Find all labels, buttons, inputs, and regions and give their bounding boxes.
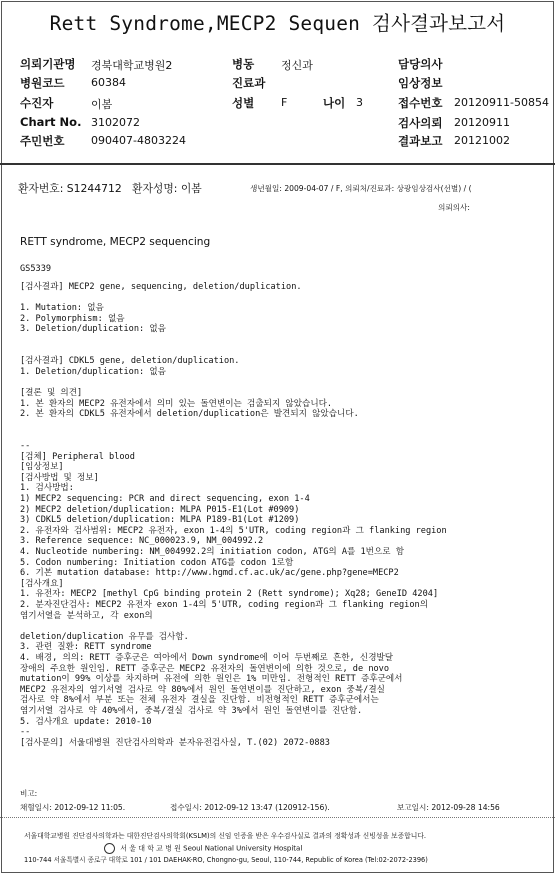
sex-label: 성별 <box>232 96 255 110</box>
report-body-line: 3) CDKL5 deletion/duplication: MLPA P189-B1(Lot #1209) <box>20 515 300 526</box>
note-label: 비고: <box>20 789 38 798</box>
patient-no-label: 환자번호: <box>18 182 64 195</box>
clinical-info-label: 임상정보 <box>398 76 443 90</box>
report-body-line: -- <box>20 441 31 451</box>
resident-id-value: 090407-4803224 <box>91 134 186 147</box>
report-body-line: 1. 본 환자의 MECP2 유전자에서 의미 있는 돌연변이는 검출되지 않았습니다. <box>20 398 333 409</box>
report-body-line: 1. Mutation: 없음 <box>20 303 104 314</box>
header-divider <box>0 163 555 165</box>
report-body-line: [검체] Peripheral blood <box>20 451 135 462</box>
patient-no-value: S1244712 <box>66 182 122 195</box>
report-body-line: [검사결과] MECP2 gene, sequencing, deletion/duplication. <box>20 282 302 292</box>
doctor-label: 담당의사 <box>398 57 443 71</box>
report-body-line: 3. 관련 질환: RETT syndrome <box>20 642 152 653</box>
hospital-logo-icon <box>104 843 115 854</box>
report-body-line: 1. 검사방법: <box>20 483 74 494</box>
report-body-line: 2. 분자진단검사: MECP2 유전자 exon 1-4의 5'UTR, coding region과 그 flanking region의 <box>20 600 429 610</box>
report-body-line: 5. Codon numbering: Initiation codon ATG를 codon 1로함 <box>20 557 294 568</box>
patient-label: 수진자 <box>20 96 54 110</box>
report-body-line: [검사개요] <box>20 578 64 589</box>
age-value: 3 <box>356 96 363 109</box>
report-body-line: [검사방법 및 정보] <box>20 472 99 483</box>
department-label: 진료과 <box>232 76 266 90</box>
report-body-line: mutation이 99% 이상를 차지하며 유전에 의한 원인은 1% 미만임. 전형적인 RETT 증후군에서 <box>20 674 403 685</box>
report-body-line: 2) MECP2 deletion/duplication: MLPA P015-E1(Lot #0909) <box>20 504 300 515</box>
report-body-line: 2. 본 환자의 CDKL5 유전자에서 deletion/duplication은 발견되지 않았습니다. <box>20 409 359 420</box>
report-body-line: 4. 배경, 의의: RETT 증후군은 여아에서 Down syndrome에 이어 두번째로 흔한, 신경발달 <box>20 653 394 663</box>
receipt-no-label: 접수번호 <box>398 96 443 110</box>
report-body-line: 1. Deletion/duplication: 없음 <box>20 366 166 377</box>
report-body-line: 2. 유전자와 검사범위: MECP2 유전자, exon 1-4의 5'UTR, coding region과 그 flanking region <box>20 525 447 536</box>
ward-value: 정신과 <box>281 59 313 72</box>
institution-value: 경북대학교병원2 <box>91 59 173 72</box>
receipt-no-value: 20120911-50854 <box>454 96 549 109</box>
report-body-line: 염기서열을 분석하고, 각 exon의 <box>20 610 153 621</box>
test-code: GS5339 <box>20 264 52 274</box>
report-body-line: [검사결과] CDKL5 gene, deletion/duplication. <box>20 356 240 367</box>
report-date-value: 20121002 <box>454 134 510 147</box>
sex-value: F <box>281 96 288 109</box>
resident-id-label: 주민번호 <box>20 134 65 148</box>
report-body-line: [결론 및 의견] <box>20 388 83 398</box>
patient-info-line <box>18 181 202 196</box>
institution-label: 의뢰기관명 <box>20 57 76 71</box>
referring-doctor: 의뢰의사: <box>438 203 470 212</box>
chart-no-value: 3102072 <box>91 116 140 129</box>
report-body-line: 3. Deletion/duplication: 없음 <box>20 324 166 335</box>
report-body-line: MECP2 유전자의 염기서열 검사로 약 80%에서 원인 돌연변이를 진단하고, exon 중복/결실 <box>20 684 385 695</box>
receipt-time: 접수일시: 2012-09-12 13:47 (120912-156). <box>170 803 330 812</box>
collection-time: 채혈일시: 2012-09-12 11:05. <box>20 803 126 812</box>
patient-details: 생년월일: 2009-04-07 / F, 의뢰처/진료과: 상광임상검사(선별) / ( <box>250 184 472 193</box>
request-date-label: 검사의뢰 <box>398 116 443 130</box>
patient-name-label: 환자성명: <box>132 182 178 195</box>
report-time: 보고일시: 2012-09-28 14:56 <box>397 803 500 812</box>
report-body-line: 3. Reference sequence: NC_000023.9, NM_004992.2 <box>20 536 264 547</box>
report-body-line: [임상정보] <box>20 462 64 473</box>
hospital-name <box>104 843 302 854</box>
chart-no-label: Chart No. <box>20 115 82 129</box>
report-body-line: 5. 검사개요 update: 2010-10 <box>20 716 152 727</box>
report-body-line: 6. 기본 mutation database: http://www.hgmd.cf.ac.uk/ac/gene.php?gene=MECP2 <box>20 568 399 579</box>
age-label: 나이 <box>323 96 346 110</box>
report-body-line: [검사문의] 서울대병원 진단검사의학과 분자유전검사실, T.(02) 2072-0883 <box>20 737 330 748</box>
report-body-line: 4. Nucleotide numbering: NM_004992.2의 initiation codon, ATG의 A를 1번으로 함 <box>20 547 405 557</box>
report-body-line: 1. 유전자: MECP2 [methyl CpG binding protein 2 (Rett syndrome); Xq28; GeneID 4204] <box>20 589 439 600</box>
hospital-address: 110-744 서울특별시 종로구 대학로 101 / 101 DAEHAK-RO, Chongno-gu, Seoul, 110-744, Republic of Korea (Tel:02-2072-2396) <box>24 856 428 864</box>
report-title: Rett Syndrome,MECP2 Sequen 검사결과보고서 <box>49 12 506 35</box>
hospital-name-text: 서 울 대 학 교 병 원 Seoul National University Hospital <box>120 844 303 853</box>
patient-value: 이봄 <box>91 98 113 111</box>
report-body-line: 2. Polymorphism: 없음 <box>20 313 125 324</box>
report-date-label: 결과보고 <box>398 134 443 148</box>
report-body-line: -- <box>20 727 31 738</box>
hospital-code-label: 병원코드 <box>20 76 65 90</box>
request-date-value: 20120911 <box>454 116 510 129</box>
footer-divider <box>0 817 555 818</box>
ward-label: 병동 <box>232 57 255 71</box>
certification-note: 서울대학교병원 진단검사의학과는 대한진단검사의학회(KSLM)의 신임 인증을 받은 우수검사실로 결과의 정확성과 신빙성을 보증합니다. <box>24 832 427 840</box>
report-body-line: deletion/duplication 유무를 검사함. <box>20 631 189 642</box>
report-heading: RETT syndrome, MECP2 sequencing <box>20 236 211 248</box>
report-body-line: 염기서열 검사로 약 40%에서, 중복/결실 검사로 약 3%에서 원인 돌연변이를 진단함. <box>20 706 363 716</box>
report-body-line: 장애의 주요한 원인임. RETT 증후군은 MECP2 유전자의 돌연변이에 의한 것으로, de novo <box>20 663 390 674</box>
report-body-line: 1) MECP2 sequencing: PCR and direct sequencing, exon 1-4 <box>20 494 310 504</box>
report-body-line: 검사로 약 8%에서 부분 또는 전체 유전자 결실을 진단함. 비전형적인 RETT 증후군에서는 <box>20 695 379 706</box>
hospital-code-value: 60384 <box>91 76 126 89</box>
patient-name-value: 이봄 <box>180 182 202 195</box>
